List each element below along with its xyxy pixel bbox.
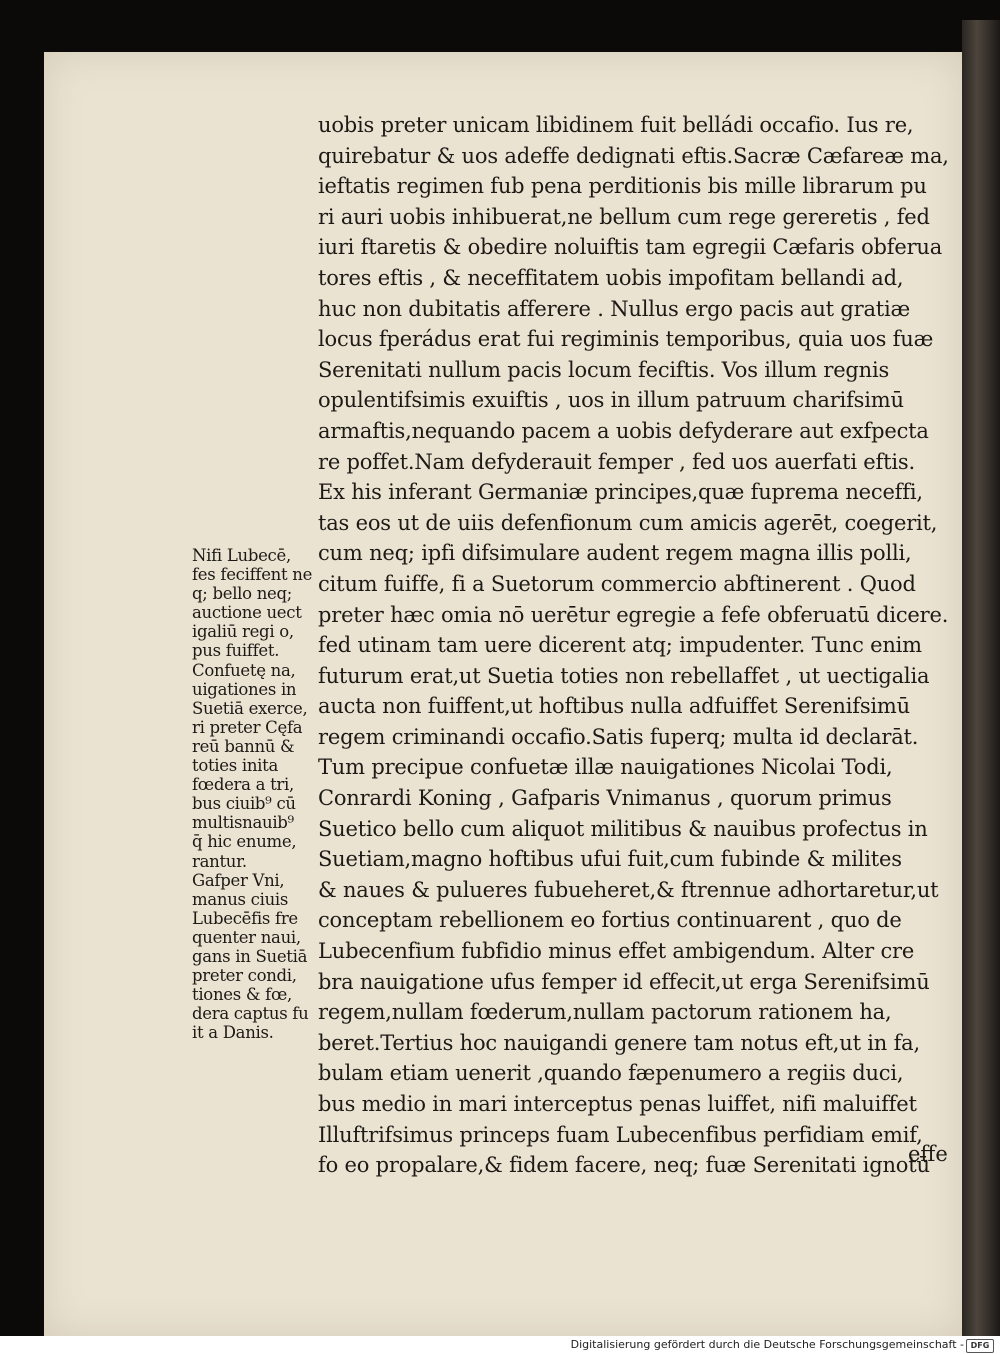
margin-note-line: toties inita bbox=[192, 756, 278, 776]
margin-note-line: dera captus fu bbox=[192, 1004, 309, 1024]
text-line: futurum erat,ut Suetia toties non rebellaffet , ut uectigalia bbox=[318, 663, 930, 688]
text-line: aucta non fuiffent,ut hoftibus nulla adfuiffet Serenifsimū bbox=[318, 694, 910, 719]
text-line: re poffet.Nam defyderauit femper , fed uos auerfati eftis. bbox=[318, 449, 915, 474]
text-line: tas eos ut de uiis defenfionum cum amicis agerēt, coegerit, bbox=[318, 510, 938, 535]
text-line: preter hæc omia nō uerētur egregie a fefe obferuatū dicere. bbox=[318, 602, 949, 627]
text-line: Suetico bello cum aliquot militibus & nauibus profectus in bbox=[318, 816, 928, 841]
margin-note-line: it a Danis. bbox=[192, 1023, 274, 1043]
text-line: & naues & pulueres fubueheret,& ftrennue adhortaretur,ut bbox=[318, 877, 939, 902]
main-text-block bbox=[318, 110, 968, 1181]
margin-note-line: auctione uect bbox=[192, 603, 302, 623]
text-line: tores eftis , & neceffitatem uobis impofitam bellandi ad, bbox=[318, 265, 904, 290]
margin-note-line: Suetiā exerce, bbox=[192, 698, 308, 718]
margin-note-line: q̄ hic enume, bbox=[192, 832, 297, 852]
text-line: fed utinam tam uere dicerent atq; impudenter. Tunc enim bbox=[318, 633, 922, 658]
text-line: fo eo propalare,& fidem facere, neq; fuæ Serenitati ignotū bbox=[318, 1153, 930, 1178]
margin-note-line: igaliū regi o, bbox=[192, 622, 294, 642]
text-line: Lubecenfium fubfidio minus effet ambigendum. Alter cre bbox=[318, 939, 915, 964]
margin-note-line: Lubecēfis fre bbox=[192, 908, 298, 928]
text-line: Illuftrifsimus princeps fuam Lubecenfibus perfidiam emif, bbox=[318, 1122, 923, 1147]
margin-note-line: quenter naui, bbox=[192, 927, 301, 947]
margin-note-line: ri preter Cęfa bbox=[192, 717, 303, 737]
text-line: uobis preter unicam libidinem fuit belládi occafio. Ius re, bbox=[318, 113, 914, 137]
text-line: regem,nullam fœderum,nullam pactorum rationem ha, bbox=[318, 1000, 892, 1025]
text-line: armaftis,nequando pacem a uobis defyderare aut exfpecta bbox=[318, 418, 929, 443]
catchword: effe bbox=[908, 1142, 948, 1166]
margin-note bbox=[192, 546, 332, 1042]
text-line: Conrardi Koning , Gafparis Vnimanus , quorum primus bbox=[318, 786, 892, 811]
text-line: Serenitati nullum pacis locum feciftis. Vos illum regnis bbox=[318, 357, 890, 382]
text-line: cum neq; ipfi difsimulare audent regem magna illis polli, bbox=[318, 541, 912, 566]
text-line: opulentifsimis exuiftis , uos in illum patruum charifsimū bbox=[318, 388, 904, 413]
margin-note-line: rantur. bbox=[192, 851, 247, 871]
margin-note-line: uigationes in bbox=[192, 679, 297, 699]
footer-bar bbox=[0, 1336, 1000, 1355]
text-line: Tum precipue confuetæ illæ nauigationes Nicolai Todi, bbox=[318, 755, 893, 780]
text-line: beret.Tertius hoc nauigandi genere tam notus eft,ut in fa, bbox=[318, 1030, 920, 1055]
text-line: iuri ftaretis & obedire noluiftis tam egregii Cæfaris obferua bbox=[318, 235, 943, 260]
text-line: bulam etiam uenerit ,quando fæpenumero a regiis duci, bbox=[318, 1061, 904, 1086]
margin-note-line: reū bannū & bbox=[192, 736, 295, 756]
text-line: conceptam rebellionem eo fortius continuarent , quo de bbox=[318, 908, 902, 933]
margin-note-line: pus fuiffet. bbox=[192, 641, 280, 661]
margin-note-line: Confuetę na, bbox=[192, 660, 296, 680]
margin-note-line: preter condi, bbox=[192, 966, 297, 986]
text-line: ieftatis regimen fub pena perditionis bis mille librarum pu bbox=[318, 174, 927, 199]
footer-credit: Digitalisierung gefördert durch die Deutsche Forschungsgemeinschaft - bbox=[570, 1338, 964, 1351]
text-line: huc non dubitatis afferere . Nullus ergo pacis aut gratiæ bbox=[318, 296, 911, 321]
dfg-logo-icon: DFG bbox=[966, 1339, 994, 1353]
text-line: citum fuiffe, fi a Suetorum commercio abftinerent . Quod bbox=[318, 571, 916, 596]
margin-note-line: multisnauib⁹ bbox=[192, 813, 294, 833]
margin-note-line: Gafper Vni, bbox=[192, 870, 285, 890]
text-line: quirebatur & uos adeffe dedignati eftis.Sacræ Cæfareæ ma, bbox=[318, 143, 949, 168]
text-line: bra nauigatione ufus femper id effecit,ut erga Serenifsimū bbox=[318, 969, 930, 994]
text-line: Ex his inferant Germaniæ principes,quæ fuprema neceffi, bbox=[318, 480, 923, 505]
margin-note-line: Nifi Lubecē, bbox=[192, 546, 291, 565]
margin-note-line: fœdera a tri, bbox=[192, 775, 294, 795]
margin-note-line: tiones & fœ, bbox=[192, 985, 292, 1005]
text-line: regem criminandi occafio.Satis fuperq; multa id declarāt. bbox=[318, 724, 919, 749]
margin-note-line: manus ciuis bbox=[192, 889, 289, 909]
margin-note-line: bus ciuib⁹ cū bbox=[192, 794, 296, 814]
margin-note-line: q; bello neq; bbox=[192, 584, 293, 604]
text-line: ri auri uobis inhibuerat,ne bellum cum rege gereretis , fed bbox=[318, 204, 930, 229]
margin-note-line: fes feciffent ne bbox=[192, 565, 313, 585]
margin-note-line: gans in Suetiā bbox=[192, 946, 308, 966]
text-line: Suetiam,magno hoftibus ufui fuit,cum fubinde & milites bbox=[318, 847, 902, 872]
text-line: bus medio in mari interceptus penas luiffet, nifi maluiffet bbox=[318, 1092, 917, 1116]
text-line: locus fperádus erat fui regiminis temporibus, quia uos fuæ bbox=[318, 327, 934, 352]
